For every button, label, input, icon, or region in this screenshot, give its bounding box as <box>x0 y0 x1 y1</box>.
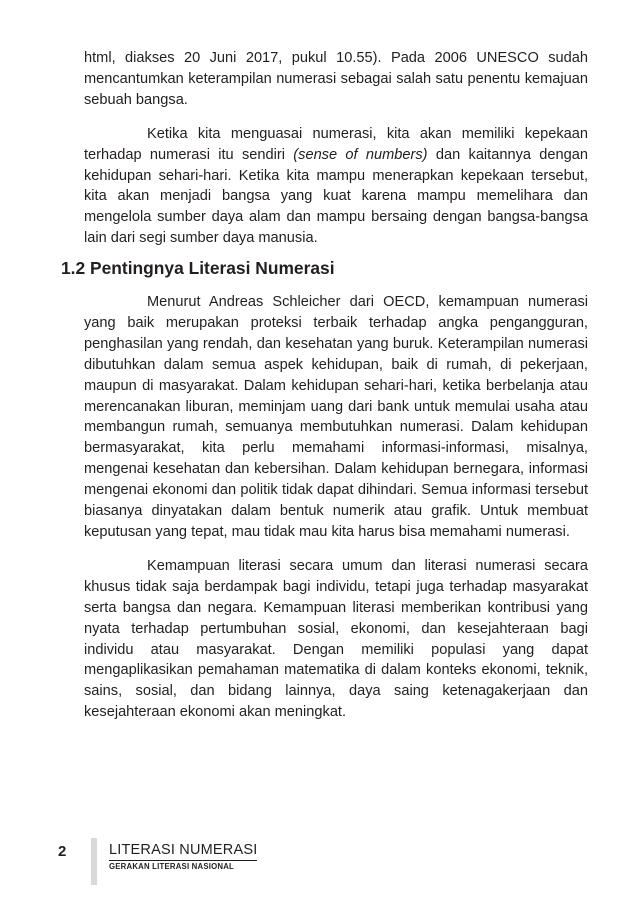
footer-book-title: LITERASI NUMERASI <box>109 842 257 861</box>
paragraph-2-italic: (sense of numbers) <box>293 146 428 163</box>
footer-book-subtitle: GERAKAN LITERASI NASIONAL <box>109 862 234 871</box>
page-body-bottom <box>84 292 588 736</box>
paragraph-2-end: dan kaitannya dengan kehidupan sehari-hari. Ketika kita mampu menerapkan kepekaan tersebut, kita akan menjadi bangsa yang kuat karena mampu memelihara dan mengelola sumber daya alam dan mampu bersaing dengan bangsa-bangsa lain dari segi sumber daya manusia. <box>84 146 589 247</box>
paragraph-2-start: Ketika kita menguasai numerasi, kita akan memiliki kepekaan terhadap numerasi itu sendiri <box>84 125 588 163</box>
paragraph-3: Menurut Andreas Schleicher dari OECD, kemampuan numerasi yang baik merupakan proteksi terbaik terhadap angka pengangguran, penghasilan yang rendah, dan kesehatan yang buruk. Keterampilan numerasi dibutuhkan dalam semua aspek kehidupan, baik di rumah, di pekerjaan, maupun di masyarakat. Dalam kehidupan sehari-hari, ketika berbelanja atau merencanakan liburan, meminjam uang dari bank untuk memulai usaha atau membangun rumah, semuanya membutuhkan numerasi. Dalam kehidupan bermasyarakat, kita perlu memahami informasi-informasi, misalnya, mengenai kesehatan dan kebersihan. Dalam kehidupan bernegara, informasi mengenai ekonomi dan politik tidak dapat dihindari. Semua informasi tersebut biasanya dinyatakan dalam bentuk numerik atau grafik. Untuk membuat keputusan yang tepat, mau tidak mau kita harus bisa memahami numerasi. <box>84 294 588 540</box>
paragraph-2 <box>84 124 588 249</box>
page-body-top <box>84 48 588 262</box>
paragraph-1: html, diakses 20 Juni 2017, pukul 10.55). Pada 2006 UNESCO sudah mencantumkan keterampilan numerasi sebagai salah satu penentu kemajuan sebuah bangsa. <box>84 50 588 108</box>
footer-divider-bar <box>91 838 97 885</box>
page-number: 2 <box>58 843 67 860</box>
paragraph-4: Kemampuan literasi secara umum dan literasi numerasi secara khusus tidak saja berdampak bagi individu, tetapi juga terhadap masyarakat serta bangsa dan negara. Kemampuan literasi memberikan kontribusi yang nyata terhadap pertumbuhan sosial, ekonomi, dan kesejahteraan bagi individu atau masyarakat. Dengan memiliki populasi yang dapat mengaplikasikan pemahaman matematika di dalam konteks ekonomi, teknik, sains, sosial, dan bidang lainnya, daya saing ketenagakerjaan dan kesejahteraan ekonomi akan meningkat. <box>84 557 588 721</box>
section-heading: 1.2 Pentingnya Literasi Numerasi <box>61 258 335 278</box>
